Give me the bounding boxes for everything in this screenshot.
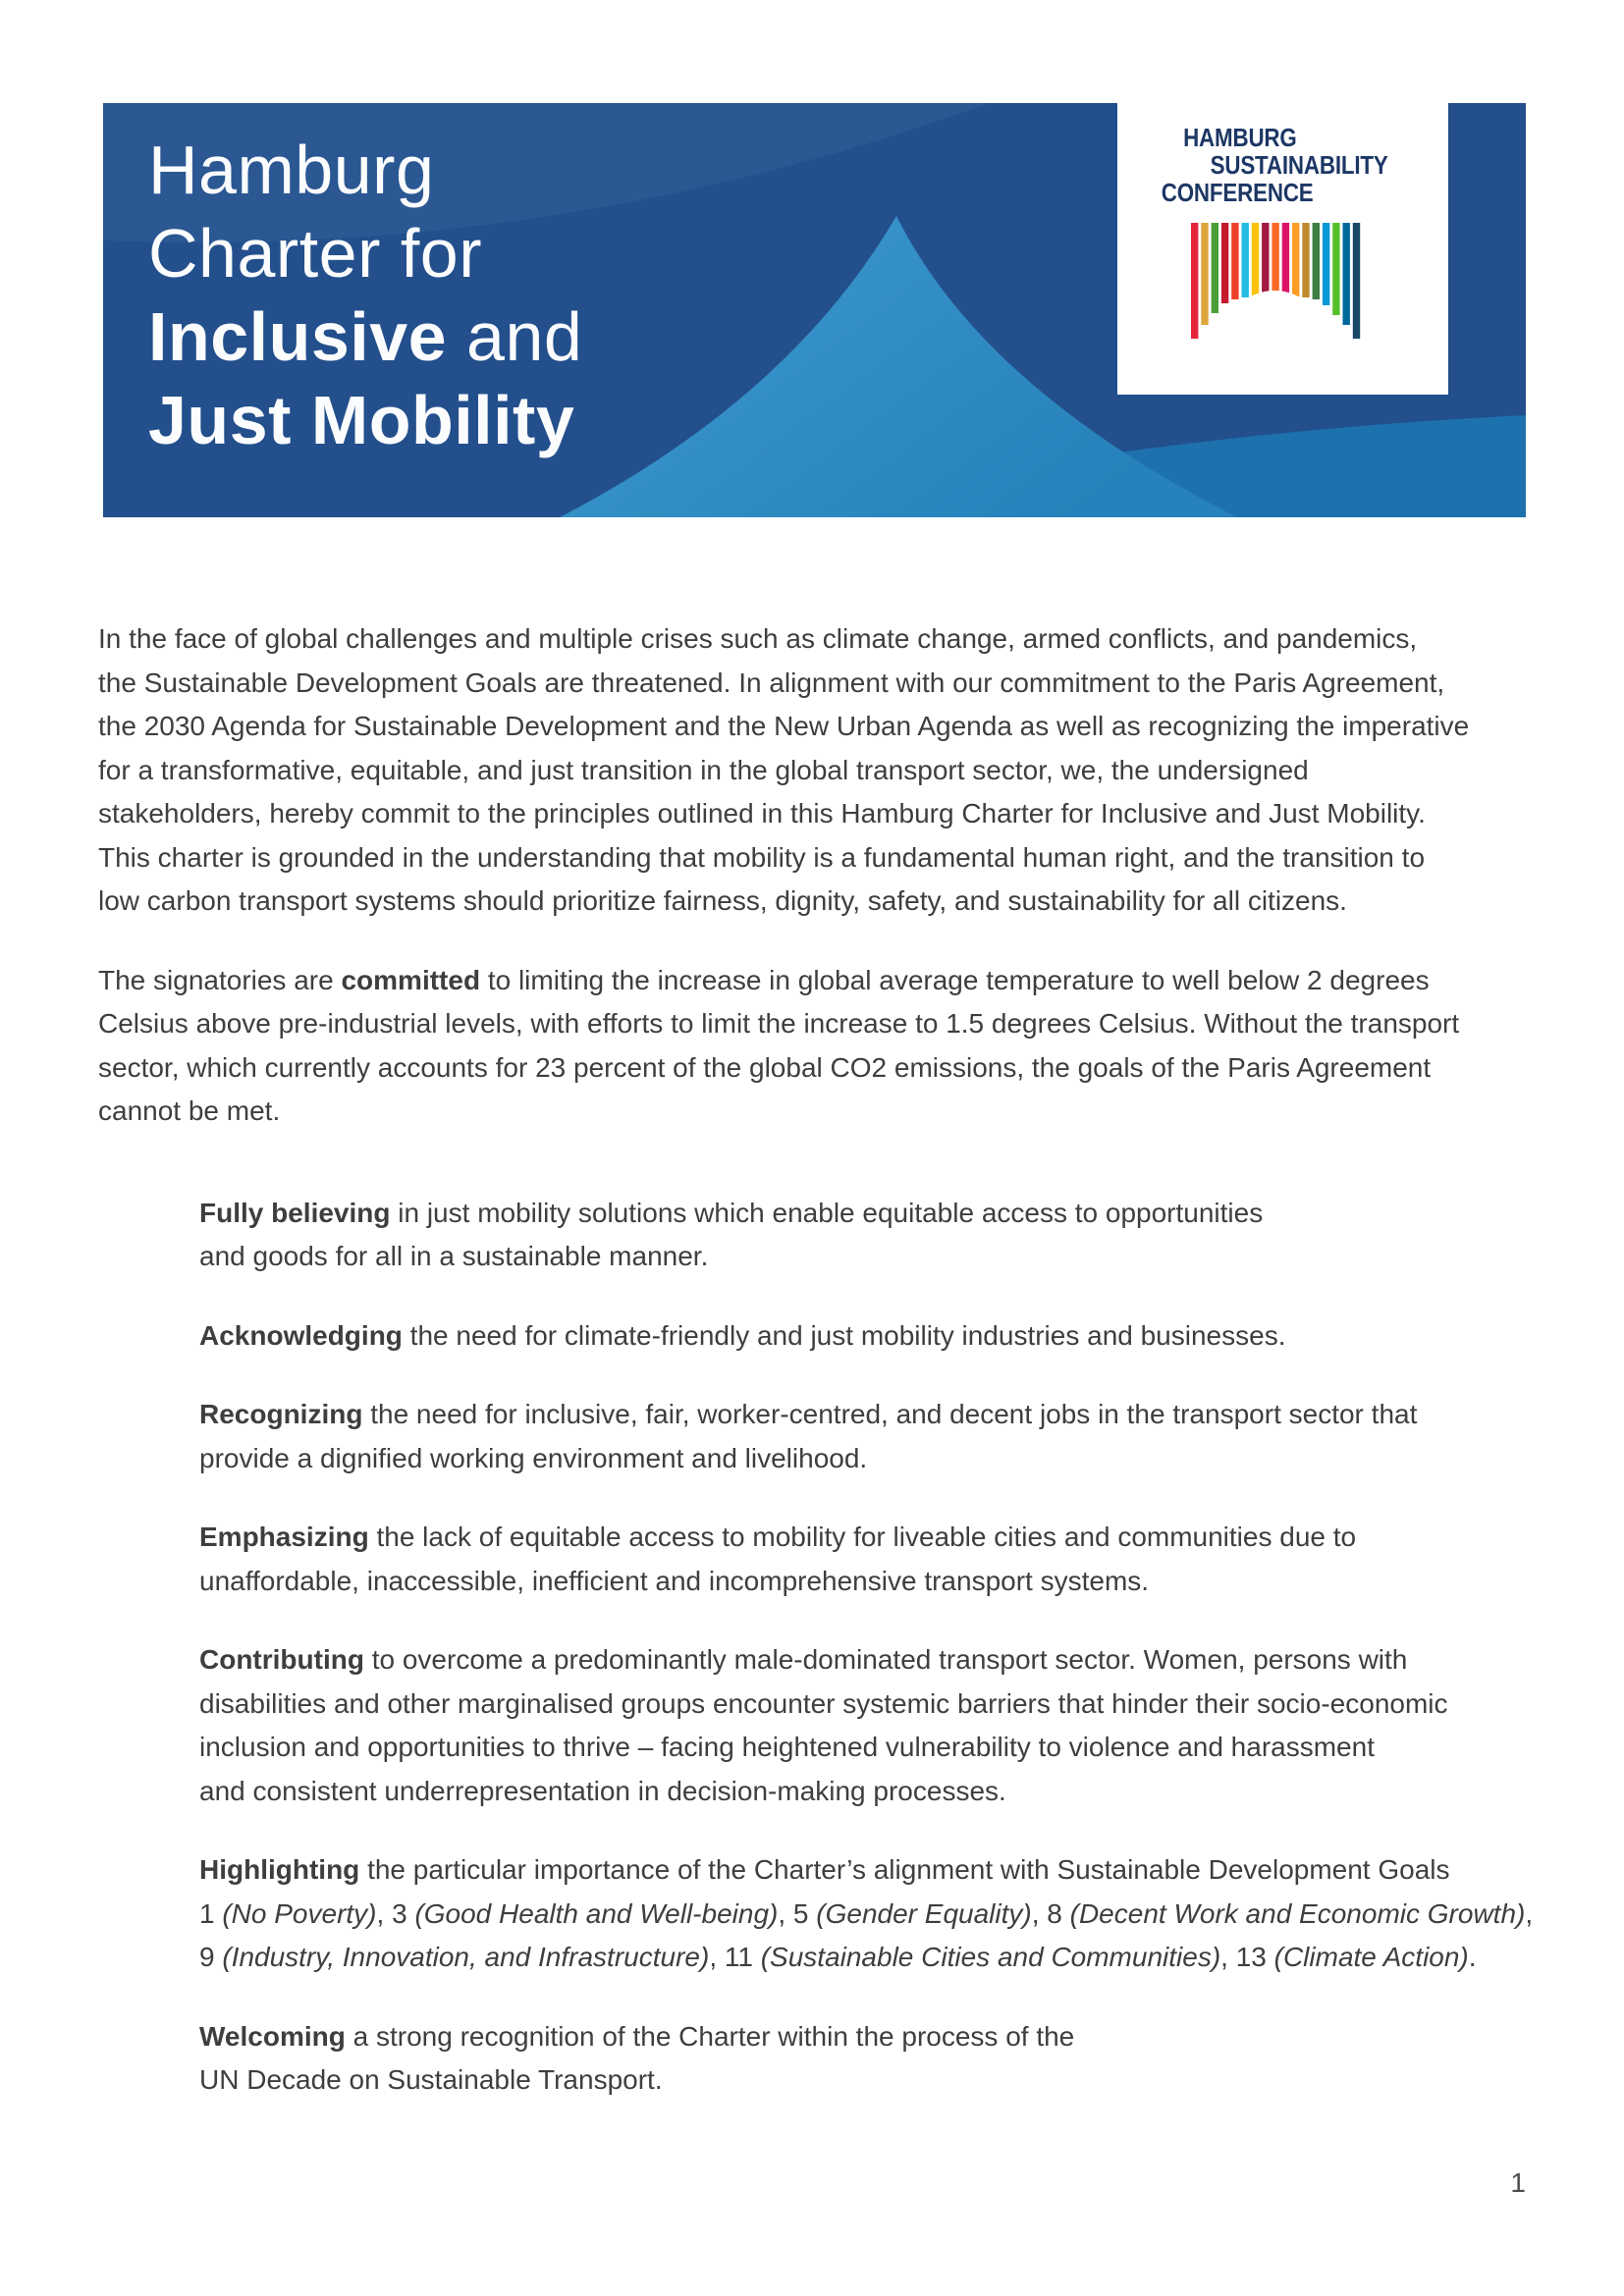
- logo-arch-bar: [1262, 223, 1269, 295]
- text-run: for a transformative, equitable, and just transition in the global transport sector, we, the undersigned: [98, 754, 1309, 785]
- text-run: the particular importance of the Charter’s alignment with Sustainable Development Goals: [359, 1854, 1450, 1885]
- text-run: Welcoming: [199, 2020, 346, 2052]
- text-line: [98, 880, 1526, 924]
- text-run: in just mobility solutions which enable equitable access to opportunities: [390, 1197, 1264, 1228]
- charter-item-paragraph: [199, 1848, 1534, 1980]
- text-line: [98, 836, 1526, 881]
- text-line: [199, 1682, 1526, 1727]
- text-line: [199, 1893, 1534, 1937]
- intro-paragraph: [98, 617, 1526, 924]
- text-run: Highlighting: [199, 1854, 360, 1885]
- charter-item-paragraph: [199, 2015, 1526, 2103]
- logo-arch-bar: [1191, 223, 1198, 339]
- logo-arch-bar: [1272, 223, 1278, 295]
- logo-arch-bar: [1313, 223, 1320, 299]
- text-run: the need for climate-friendly and just mobility industries and businesses.: [402, 1319, 1286, 1351]
- text-run: to overcome a predominantly male-dominated transport sector. Women, persons with: [363, 1644, 1408, 1675]
- text-line: [98, 617, 1526, 662]
- text-line: [98, 662, 1526, 706]
- text-run: the need for inclusive, fair, worker-centred, and decent jobs in the transport sector that: [362, 1399, 1418, 1429]
- text-line: [98, 1002, 1526, 1046]
- text-run: Contributing: [199, 1644, 364, 1675]
- text-run: (Gender Equality): [816, 1897, 1032, 1929]
- logo-wordmark-line: HAMBURG: [1183, 123, 1297, 152]
- text-run: a strong recognition of the Charter within the process of the: [345, 2020, 1075, 2052]
- text-line: [199, 1437, 1526, 1481]
- text-line: [98, 705, 1526, 749]
- text-line: [199, 1638, 1526, 1682]
- text-run: , 8: [1031, 1897, 1070, 1929]
- text-line: [199, 1314, 1526, 1359]
- charter-item-paragraph: [199, 1314, 1526, 1359]
- text-run: (Industry, Innovation, and Infrastructure): [222, 1942, 710, 1972]
- text-run: sector, which currently accounts for 23 percent of the global CO2 emissions, the goals of the Paris Agreement: [98, 1051, 1432, 1083]
- text-run: stakeholders, hereby commit to the principles outlined in this Hamburg Charter for Inclusive and Just Mobility.: [98, 798, 1426, 828]
- text-run: .: [1468, 1942, 1477, 1972]
- text-run: (No Poverty): [222, 1897, 377, 1929]
- text-run: disabilities and other marginalised groups encounter systemic barriers that hinder their socio-economic: [199, 1687, 1448, 1719]
- text-run: inclusion and opportunities to thrive – facing heightened vulnerability to violence and harassment: [199, 1732, 1375, 1762]
- text-run: to limiting the increase in global average temperature to well below 2 degrees: [480, 964, 1430, 995]
- text-run: committed: [341, 964, 481, 995]
- text-run: and goods for all in a sustainable manner.: [199, 1241, 709, 1271]
- logo-arch-bar: [1332, 223, 1339, 315]
- text-line: [98, 792, 1526, 836]
- text-run: The signatories are: [98, 964, 342, 995]
- logo-arch-bar: [1282, 223, 1289, 295]
- page-number: 1: [1510, 2167, 1526, 2198]
- text-run: Celsius above pre-industrial levels, with efforts to limit the increase to 1.5 degrees Celsius. Without the transport: [98, 1008, 1460, 1039]
- logo-arch-bar: [1201, 223, 1208, 325]
- logo-wordmark-line: SUSTAINABILITY: [1210, 150, 1388, 180]
- text-run: , 3: [376, 1897, 415, 1929]
- text-line: [199, 2015, 1526, 2059]
- text-run: and: [447, 298, 583, 375]
- text-line: [98, 749, 1526, 793]
- text-line: [199, 1848, 1526, 1893]
- title-line: [148, 295, 582, 379]
- text-line: [199, 1560, 1526, 1604]
- text-run: unaffordable, inaccessible, inefficient and incomprehensive transport systems.: [199, 1565, 1150, 1596]
- logo-arch-bar: [1323, 223, 1329, 305]
- title-line: [148, 129, 582, 212]
- text-run: ,: [1525, 1897, 1534, 1929]
- text-run: , 11: [709, 1942, 761, 1972]
- text-run: 1: [199, 1897, 223, 1929]
- logo-arch-bar: [1212, 223, 1218, 313]
- text-line: [98, 1046, 1526, 1091]
- text-line: [199, 1393, 1526, 1437]
- title-line: [148, 212, 582, 295]
- text-line: [199, 1770, 1526, 1814]
- document-title: [148, 129, 582, 462]
- text-run: 9: [199, 1942, 223, 1972]
- text-line: [199, 2058, 1526, 2103]
- intro-paragraph: [98, 959, 1526, 1134]
- logo-arch-bar: [1302, 223, 1309, 297]
- text-line: [199, 1516, 1526, 1560]
- text-run: and consistent underrepresentation in decision-making processes.: [199, 1775, 1006, 1806]
- text-line: [98, 959, 1526, 1003]
- text-line: [199, 1235, 1526, 1279]
- text-run: (Good Health and Well-being): [414, 1897, 779, 1929]
- text-run: (Climate Action): [1273, 1942, 1469, 1972]
- text-run: Emphasizing: [199, 1522, 369, 1552]
- text-line: [199, 1726, 1526, 1770]
- text-run: Hamburg: [148, 132, 435, 208]
- text-run: Fully believing: [199, 1197, 391, 1228]
- text-run: In the face of global challenges and multiple crises such as climate change, armed conflicts, and pandemics,: [98, 623, 1418, 654]
- charter-item-paragraph: [199, 1638, 1526, 1813]
- hsc-logo: [1117, 103, 1448, 395]
- logo-arch-dome: [1223, 291, 1326, 393]
- charter-item-paragraph: [199, 1516, 1526, 1603]
- logo-arch-bar: [1353, 223, 1360, 339]
- text-run: Inclusive: [148, 298, 448, 375]
- text-run: This charter is grounded in the understanding that mobility is a fundamental human right, and the transition to: [98, 841, 1426, 873]
- logo-arch-bar: [1252, 223, 1259, 296]
- text-run: low carbon transport systems should prioritize fairness, dignity, safety, and sustainability for all citizens.: [98, 885, 1347, 916]
- logo-wordmark-line: CONFERENCE: [1161, 178, 1314, 207]
- charter-item-paragraph: [199, 1192, 1526, 1279]
- text-line: [199, 1192, 1526, 1236]
- text-run: provide a dignified working environment and livelihood.: [199, 1442, 868, 1473]
- text-run: the Sustainable Development Goals are threatened. In alignment with our commitment to the Paris Agreement,: [98, 667, 1445, 698]
- banner: [103, 103, 1526, 517]
- text-run: cannot be met.: [98, 1095, 281, 1126]
- text-run: , 5: [778, 1897, 817, 1929]
- document-body: [98, 617, 1534, 2103]
- text-run: (Sustainable Cities and Communities): [760, 1942, 1221, 1972]
- hsc-logo-wordmark: [1117, 124, 1402, 206]
- logo-arch-bar: [1242, 223, 1249, 297]
- text-run: Recognizing: [199, 1399, 363, 1429]
- logo-arch-bar: [1221, 223, 1228, 303]
- charter-item-paragraph: [199, 1393, 1526, 1480]
- logo-arch-bar: [1231, 223, 1238, 299]
- text-run: Charter for: [148, 215, 483, 292]
- text-run: Just Mobility: [148, 382, 575, 458]
- title-line: [148, 379, 582, 462]
- text-run: the lack of equitable access to mobility for liveable cities and communities due to: [368, 1522, 1357, 1552]
- text-line: [98, 1090, 1526, 1134]
- text-run: , 13: [1220, 1942, 1274, 1972]
- text-run: UN Decade on Sustainable Transport.: [199, 2064, 663, 2095]
- text-run: the 2030 Agenda for Sustainable Development and the New Urban Agenda as well as recognizing the imperative: [98, 711, 1470, 741]
- text-run: (Decent Work and Economic Growth): [1069, 1897, 1526, 1929]
- text-run: Acknowledging: [199, 1319, 403, 1351]
- logo-arch-bar: [1343, 223, 1350, 325]
- logo-arch-bar: [1292, 223, 1299, 296]
- text-line: [199, 1936, 1526, 1980]
